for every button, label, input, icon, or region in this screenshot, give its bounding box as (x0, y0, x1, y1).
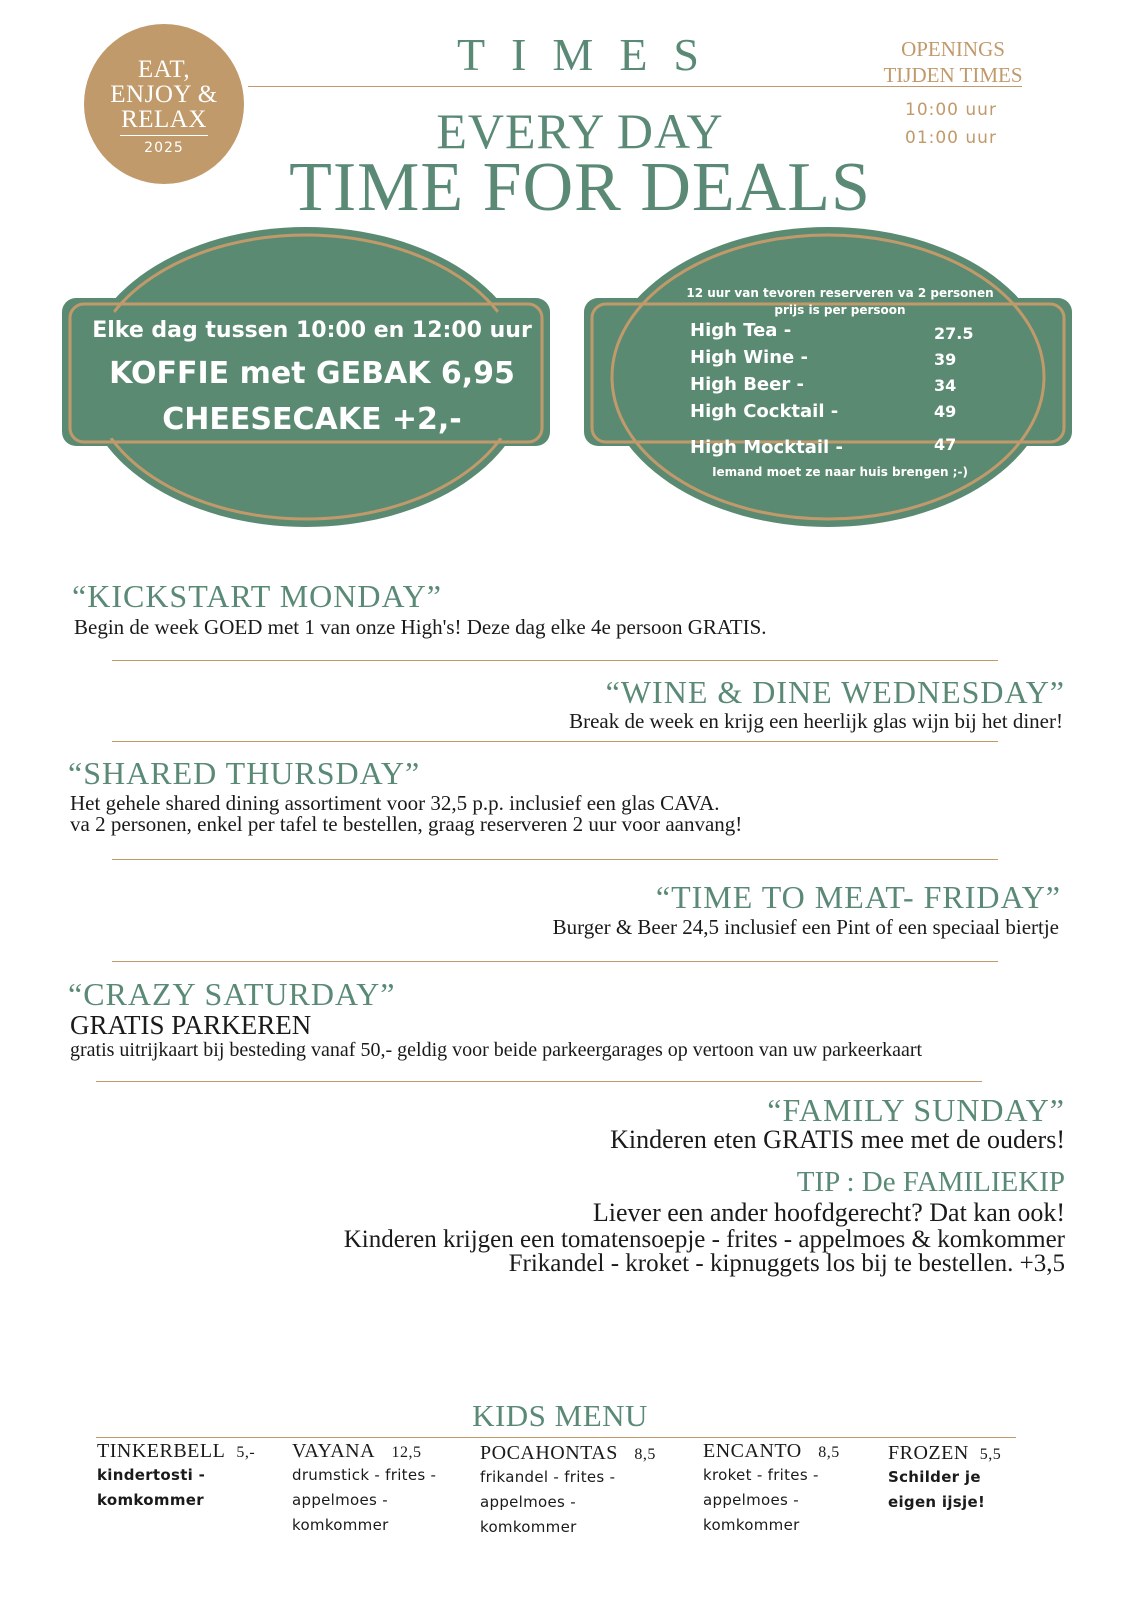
sunday-title: “FAMILY SUNDAY” (767, 1092, 1065, 1128)
kids-item-tinkerbell (97, 1440, 277, 1513)
wednesday-divider (112, 741, 998, 742)
kids-item-name: ENCANTO (703, 1440, 802, 1462)
kids-item-price: 12,5 (391, 1444, 422, 1461)
kids-item-vayana (292, 1440, 472, 1538)
thursday-text-1: Het gehele shared dining assortiment voor 32,5 p.p. inclusief een glas CAVA. (70, 791, 720, 815)
high-beer-price: 34 (934, 376, 957, 395)
high-wine-name: High Wine - (690, 347, 808, 368)
every-day-heading: EVERY DAY (436, 103, 724, 159)
kids-item-desc-3: komkommer (703, 1516, 800, 1534)
badge-line-3: RELAX (121, 106, 207, 133)
high-mocktail-name: High Mocktail - (690, 437, 843, 458)
monday-text: Begin de week GOED met 1 van onze High's! Deze dag elke 4e persoon GRATIS. (74, 615, 767, 639)
badge-line-1: EAT, (137, 56, 191, 83)
high-tea-name: High Tea - (690, 320, 792, 341)
kids-item-desc-2: appelmoes - (480, 1493, 576, 1511)
monday-divider (112, 660, 998, 661)
sunday-tip: TIP : De FAMILIEKIP (796, 1166, 1065, 1198)
wednesday-title: “WINE & DINE WEDNESDAY” (605, 674, 1065, 710)
kids-item-desc-1: drumstick - frites - (292, 1466, 437, 1484)
kids-item-price: 5,5 (979, 1446, 1002, 1463)
saturday-divider (96, 1081, 982, 1082)
kids-item-desc-3: komkommer (292, 1516, 389, 1534)
kids-item-name: POCAHONTAS (480, 1442, 618, 1464)
morning-deal-extra: CHEESECAKE +2,- (162, 402, 462, 437)
kids-item-desc-1: Schilder je (888, 1468, 981, 1486)
kids-item-desc-2: komkommer (97, 1491, 204, 1509)
highs-price-note: prijs is per persoon (774, 303, 906, 317)
kids-item-price: 8,5 (634, 1446, 656, 1463)
friday-title: “TIME TO MEAT- FRIDAY” (655, 879, 1061, 915)
kids-item-price: 5,- (236, 1444, 256, 1461)
badge-divider (120, 135, 208, 136)
kids-menu-divider (96, 1437, 1016, 1438)
brand-name: TIMES (457, 29, 725, 80)
opening-hours-title-line2: TIJDEN TIMES (883, 63, 1023, 87)
wednesday-text: Break de week en krijg een heerlijk glas wijn bij het diner! (569, 709, 1063, 733)
kids-item-desc-2: eigen ijsje! (888, 1493, 986, 1511)
kids-item-desc-2: appelmoes - (703, 1491, 799, 1509)
kids-item-price: 8,5 (818, 1444, 840, 1461)
kids-item-desc-1: kroket - frites - (703, 1466, 819, 1484)
kids-item-frozen (888, 1442, 1028, 1515)
thursday-text-2: va 2 personen, enkel per tafel te bestellen, graag reserveren 2 uur voor aanvang! (70, 812, 743, 836)
time-for-deals-heading: TIME FOR DEALS (289, 149, 871, 226)
highs-footnote: Iemand moet ze naar huis brengen ;-) (712, 465, 968, 479)
kids-item-desc-2: appelmoes - (292, 1491, 388, 1509)
sunday-extras: Frikandel - kroket - kipnuggets los bij te bestellen. +3,5 (508, 1250, 1065, 1277)
high-cocktail-name: High Cocktail - (690, 401, 839, 422)
badge-line-2: ENJOY & (110, 81, 218, 108)
opening-time: 10:00 uur (905, 100, 997, 120)
kids-item-desc-1: kindertosti - (97, 1466, 206, 1484)
kids-item-desc-1: frikandel - frites - (480, 1468, 616, 1486)
high-cocktail-price: 49 (934, 402, 957, 421)
closing-time: 01:00 uur (905, 128, 997, 148)
thursday-divider (112, 859, 998, 860)
eat-enjoy-relax-badge (84, 24, 244, 184)
kids-item-name: VAYANA (292, 1440, 376, 1462)
high-tea-price: 27.5 (934, 324, 974, 343)
kids-item-name: TINKERBELL (97, 1440, 226, 1462)
morning-deal-offer: KOFFIE met GEBAK 6,95 (109, 356, 515, 391)
saturday-subtitle: GRATIS PARKEREN (70, 1010, 312, 1040)
kids-item-name: FROZEN (888, 1442, 969, 1464)
sunday-text: Kinderen eten GRATIS mee met de ouders! (610, 1125, 1065, 1154)
friday-text: Burger & Beer 24,5 inclusief een Pint of een speciaal biertje (552, 915, 1059, 939)
morning-deal-time: Elke dag tussen 10:00 en 12:00 uur (92, 318, 532, 343)
opening-hours-title-line1: OPENINGS (901, 37, 1005, 61)
monday-title: “KICKSTART MONDAY” (72, 578, 442, 614)
kids-item-encanto (703, 1440, 883, 1538)
kids-menu-title: KIDS MENU (472, 1398, 648, 1433)
sunday-kids-meal: Kinderen krijgen een tomatensoepje - frites - appelmoes & komkommer (343, 1226, 1065, 1253)
sunday-alternative: Liever een ander hoofdgerecht? Dat kan ook! (592, 1198, 1065, 1227)
highs-reservation-note: 12 uur van tevoren reserveren va 2 personen (686, 286, 994, 300)
kids-item-desc-3: komkommer (480, 1518, 577, 1536)
saturday-title: “CRAZY SATURDAY” (68, 976, 396, 1012)
thursday-title: “SHARED THURSDAY” (68, 755, 421, 791)
opening-hours-title (868, 36, 1038, 88)
high-mocktail-price: 47 (934, 435, 957, 454)
saturday-text: gratis uitrijkaart bij besteding vanaf 50,- geldig voor beide parkeergarages op vertoon van uw parkeerkaart (70, 1039, 923, 1061)
highs-oval (580, 226, 1076, 528)
high-wine-price: 39 (934, 350, 957, 369)
friday-divider (112, 961, 998, 962)
kids-item-pocahontas (480, 1442, 690, 1540)
high-beer-name: High Beer - (690, 374, 804, 395)
badge-year: 2025 (144, 140, 184, 156)
